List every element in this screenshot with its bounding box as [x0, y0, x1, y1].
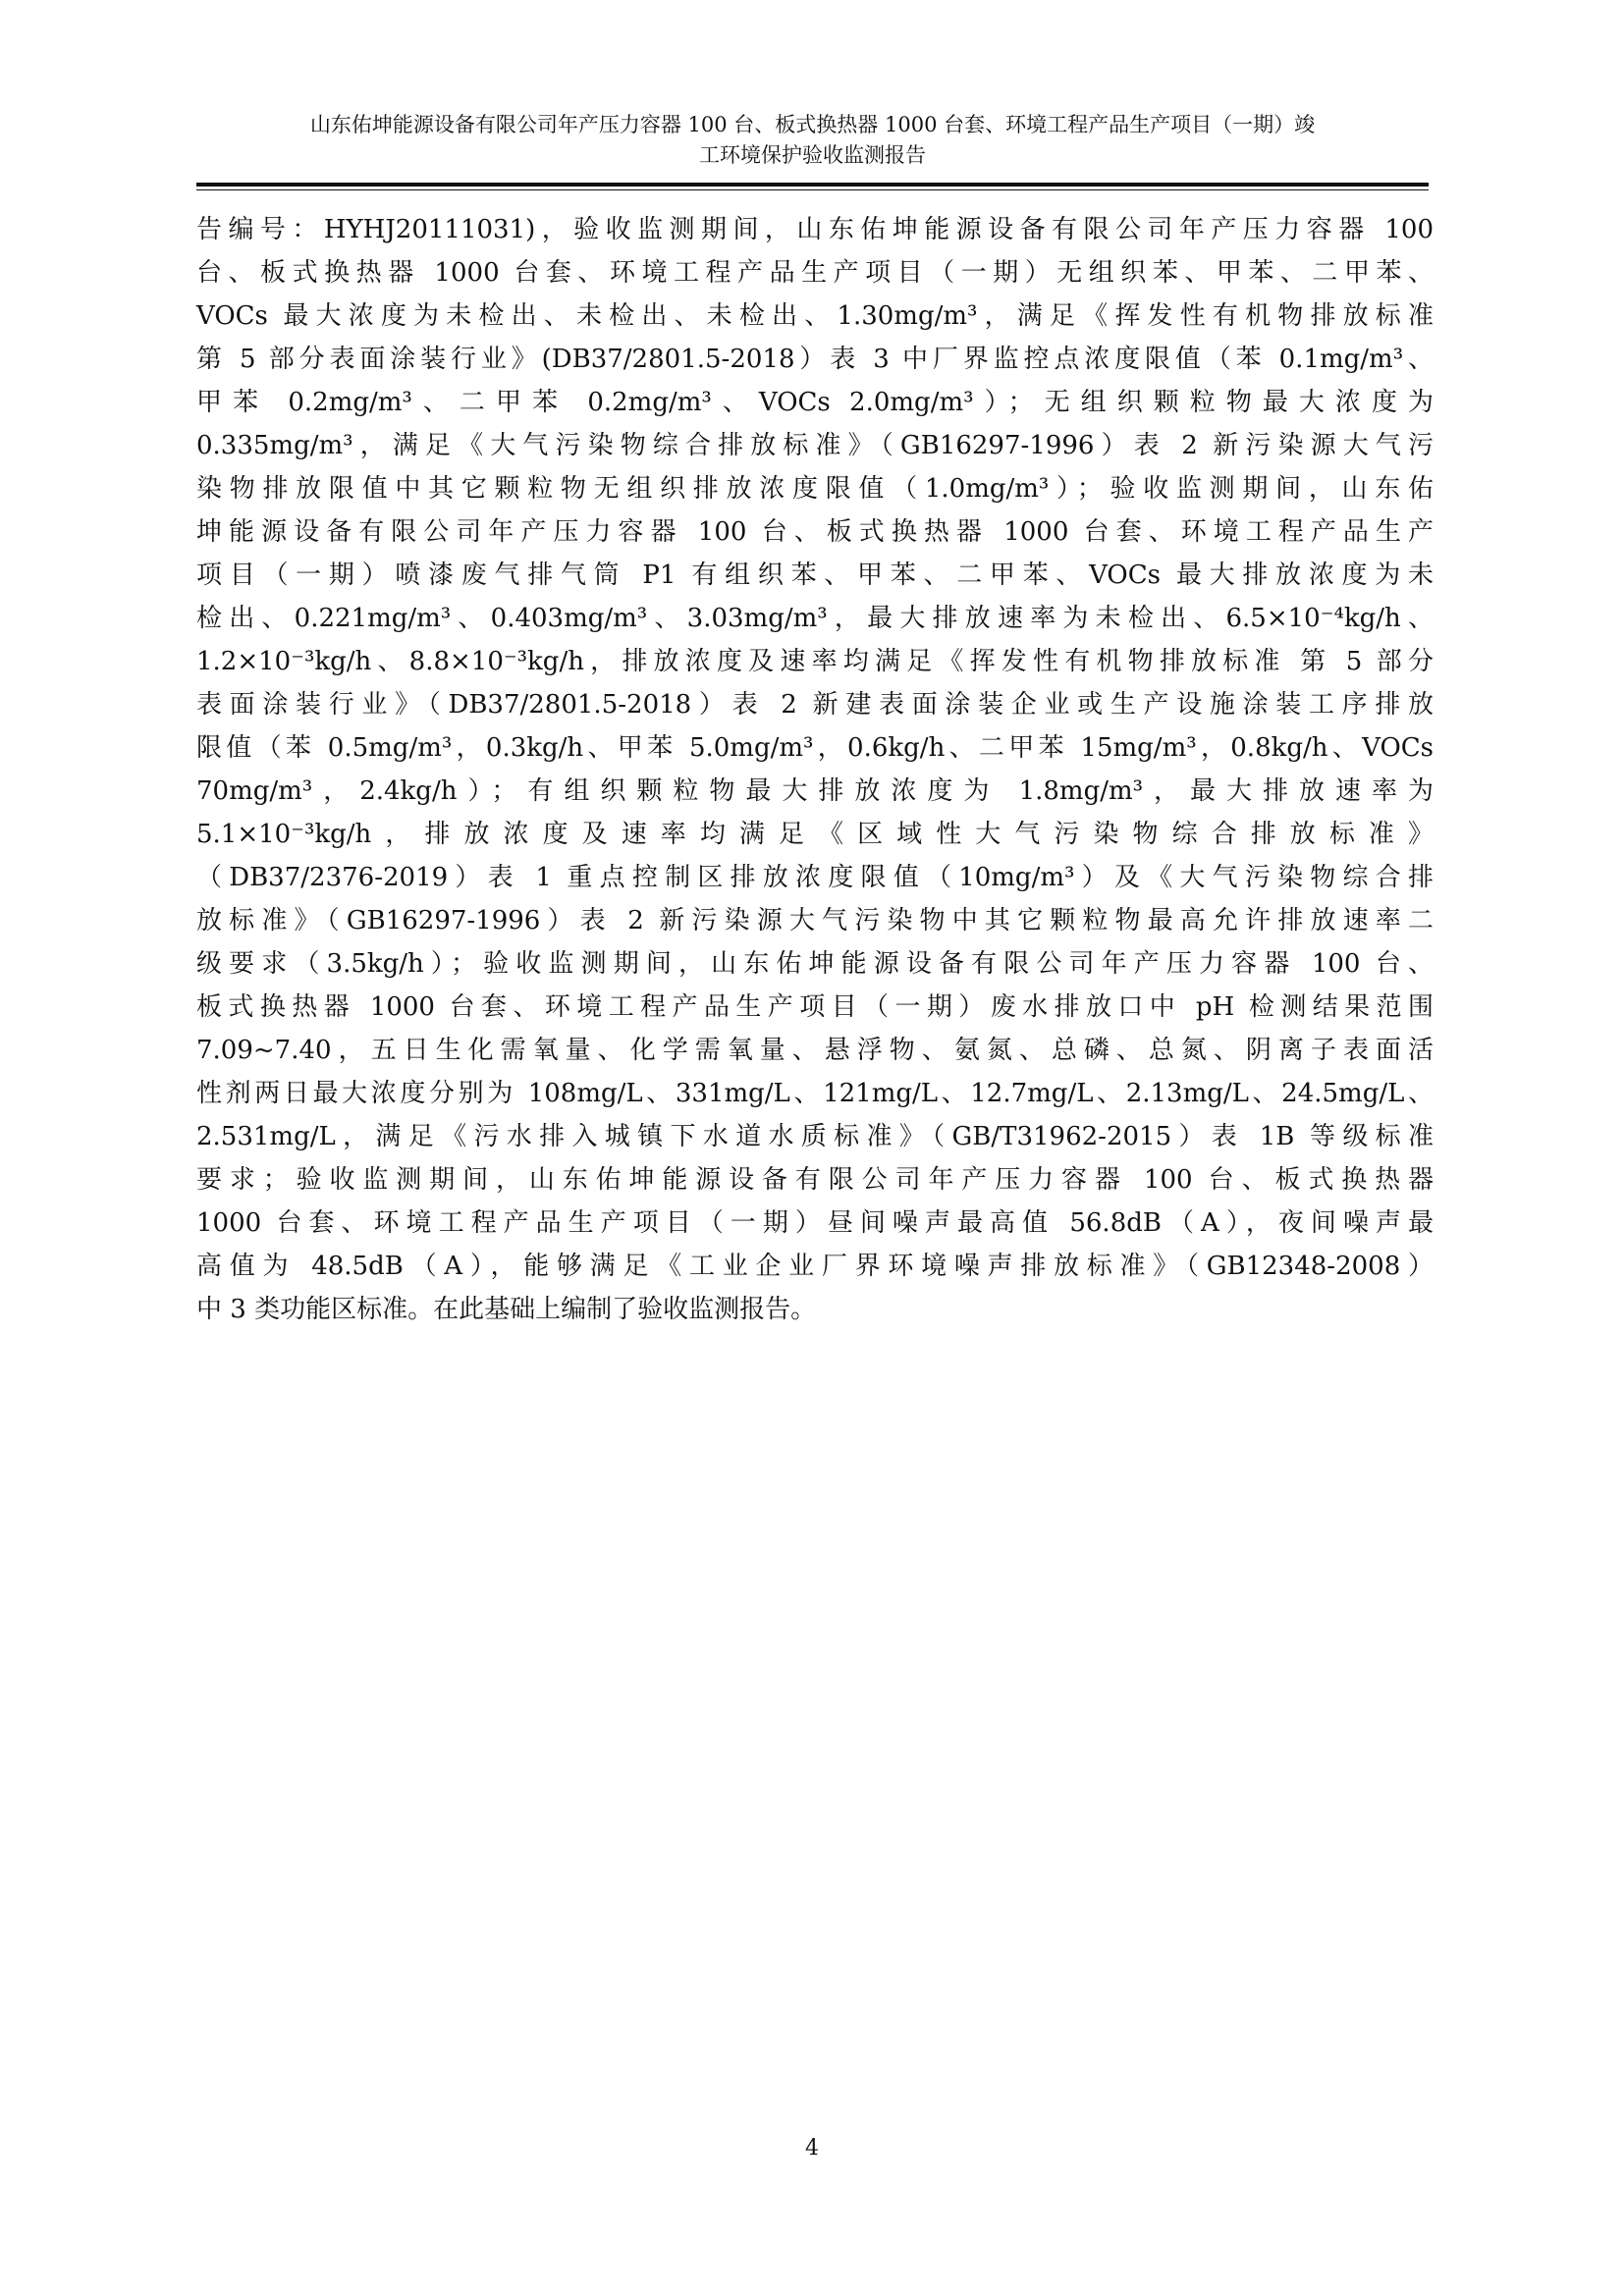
text-line: （DB37/2376-2019）表 1 重点控制区排放浓度限值（10mg/m³）及《大气污染物综合排 [196, 863, 1434, 892]
text-line: 5.1×10⁻³kg/h，排放浓度及速率均满足《区域性大气污染物综合排放标准》 [196, 820, 1434, 849]
text-line: 70mg/m³，2.4kg/h）；有组织颗粒物最大排放浓度为 1.8mg/m³，最大排放速率为 [196, 776, 1434, 806]
text-line: 性剂两日最大浓度分别为 108mg/L、331mg/L、121mg/L、12.7mg/L、2.13mg/L、24.5mg/L、 [196, 1079, 1434, 1108]
page-number: 4 [805, 2136, 819, 2161]
text-line: 1.2×10⁻³kg/h、8.8×10⁻³kg/h，排放浓度及速率均满足《挥发性有机物排放标准 第 5 部分 [196, 647, 1434, 676]
header-title-line-1: 山东佑坤能源设备有限公司年产压力容器 100 台、板式换热器 1000 台套、环境工程产品生产项目（一期）竣 [309, 113, 1316, 136]
text-line: 项目（一期）喷漆废气排气筒 P1 有组织苯、甲苯、二甲苯、VOCs 最大排放浓度为未 [196, 561, 1434, 590]
header-title-line-2: 工环境保护验收监测报告 [699, 143, 926, 167]
text-line: 要求；验收监测期间，山东佑坤能源设备有限公司年产压力容器 100 台、板式换热器 [196, 1165, 1434, 1195]
text-line: 第 5 部分表面涂装行业》(DB37/2801.5-2018）表 3 中厂界监控点浓度限值（苯 0.1mg/m³、 [196, 345, 1434, 374]
text-line: 0.335mg/m³，满足《大气污染物综合排放标准》（GB16297-1996）表 2 新污染源大气污 [196, 431, 1434, 460]
text-line: 2.531mg/L，满足《污水排入城镇下水道水质标准》（GB/T31962-2015）表 1B 等级标准 [196, 1122, 1434, 1151]
text-line: 板式换热器 1000 台套、环境工程产品生产项目（一期）废水排放口中 pH 检测结果范围 [196, 992, 1434, 1022]
text-line: 放标准》（GB16297-1996）表 2 新污染源大气污染物中其它颗粒物最高允许排放速率二 [196, 906, 1434, 935]
text-line: 高值为 48.5dB（A），能够满足《工业企业厂界环境噪声排放标准》（GB12348-2008） [196, 1252, 1434, 1281]
text-line: 限值（苯 0.5mg/m³，0.3kg/h、甲苯 5.0mg/m³，0.6kg/h、二甲苯 15mg/m³，0.8kg/h、VOCs [196, 733, 1434, 763]
text-line: 表面涂装行业》（DB37/2801.5-2018）表 2 新建表面涂装企业或生产设施涂装工序排放 [196, 690, 1434, 720]
page-header [196, 110, 1429, 171]
text-line: 坤能源设备有限公司年产压力容器 100 台、板式换热器 1000 台套、环境工程产品生产 [196, 517, 1434, 547]
text-line: 告编号：HYHJ20111031)，验收监测期间，山东佑坤能源设备有限公司年产压力容器 100 [196, 215, 1434, 244]
text-line: VOCs 最大浓度为未检出、未检出、未检出、1.30mg/m³，满足《挥发性有机物排放标准 [196, 301, 1434, 331]
text-line: 中 3 类功能区标准。在此基础上编制了验收监测报告。 [196, 1295, 817, 1324]
body-paragraph [196, 208, 1434, 1331]
text-line: 7.09~7.40，五日生化需氧量、化学需氧量、悬浮物、氨氮、总磷、总氮、阴离子表面活 [196, 1036, 1434, 1065]
text-line: 级要求（3.5kg/h）；验收监测期间，山东佑坤能源设备有限公司年产压力容器 100 台、 [196, 949, 1434, 979]
text-line: 染物排放限值中其它颗粒物无组织排放浓度限值（1.0mg/m³）；验收监测期间，山东佑 [196, 474, 1434, 504]
text-line: 检出、0.221mg/m³、0.403mg/m³、3.03mg/m³，最大排放速率为未检出、6.5×10⁻⁴kg/h、 [196, 604, 1434, 633]
header-rule-thin [196, 189, 1429, 190]
text-line: 1000 台套、环境工程产品生产项目（一期）昼间噪声最高值 56.8dB（A），夜间噪声最 [196, 1208, 1434, 1238]
header-rule-thick [196, 183, 1429, 187]
text-line: 台、板式换热器 1000 台套、环境工程产品生产项目（一期）无组织苯、甲苯、二甲苯、 [196, 258, 1434, 288]
text-line: 甲苯 0.2mg/m³、二甲苯 0.2mg/m³、VOCs 2.0mg/m³）；无组织颗粒物最大浓度为 [196, 388, 1434, 417]
